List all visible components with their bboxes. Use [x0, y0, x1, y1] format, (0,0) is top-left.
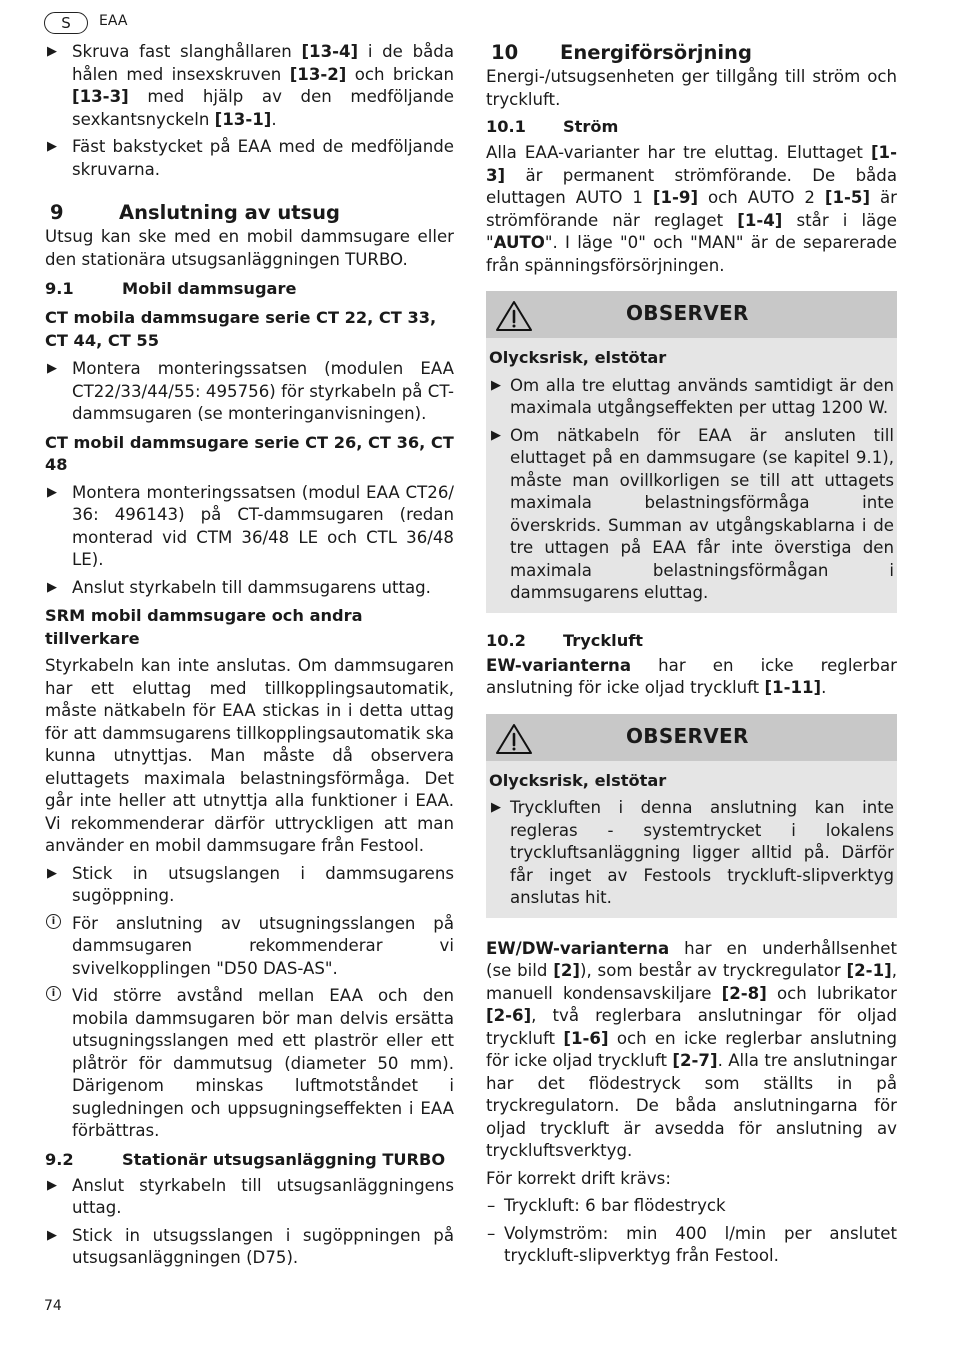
dash-bullet-icon: – — [487, 1223, 496, 1243]
info-note: i Vid större avstånd mellan EAA och den mobila dammsugaren bör man delvis ersätta utsugningsslangen med ett plaströr eller ett plåtrör för dammutsug (diameter 50 mm). Därigenom minskas luftmotståndet i sugledningen och uppsugningseffekten i EAA förbättras. — [45, 985, 454, 1143]
subsection-heading: 10.2 Tryckluft — [486, 630, 644, 650]
list-item: ▶ Om alla tre eluttag används samtidigt är den maximala utgångseffekten per uttag 1200 W. — [491, 375, 894, 417]
warning-triangle-icon — [495, 723, 533, 755]
subsection-heading: 9.1 Mobil dammsugare — [45, 279, 297, 298]
paragraph: Utsug kan ske med en mobil dammsugare eller den stationära utsugsanläggningen TURBO. — [45, 227, 454, 269]
warning-box — [486, 291, 897, 613]
arrow-bullet-icon: ▶ — [47, 865, 57, 881]
subsection-heading: 10.1 Ström — [486, 117, 619, 136]
subheading: CT mobil dammsugare serie CT 26, CT 36, CT 48 — [45, 432, 454, 474]
arrow-bullet-icon: ▶ — [47, 139, 57, 154]
arrow-bullet-icon: ▶ — [491, 427, 501, 443]
arrow-bullet-icon: ▶ — [47, 1227, 57, 1243]
warning-subheading: Olycksrisk, elstötar — [489, 770, 667, 790]
paragraph: Styrkabeln kan inte anslutas. Om dammsugaren har ett eluttag med tillkopplingsautomatik, måste nätkabeln för EAA stickas in i detta uttag för att dammsugarens tillkopplingsautomatik ska kunna utnyttjas. Man måste då observera eluttagets maximala belastningsförmåga. Det går inte heller att utnyttja alla funktioner i EAA. Vi rekommenderar därför uttryckligen att man använder en mobil dammsugare från Festool. — [45, 656, 454, 855]
section-heading: 10 Energiförsörjning — [491, 41, 752, 64]
paragraph: EW/DW-varianterna har en underhållsenhet (se bild [2]), som består av tryckregulator [2-1], manuell kondensavskiljare [2-8] och lubrikator [2-6], två reglerbara anslutningar för oljad tryckluft [1-6] och en icke reglerbar anslutning för icke oljad tryckluft [2-7]. Alla tre anslutningar har det flödestryck som ställts in på tryckregulatorn. De båda anslutningarna för oljad tryckluft är avsedda för anslutning av tryckluftsverktyg. — [486, 938, 898, 1160]
right-column — [486, 40, 897, 1268]
info-note: i För anslutning av utsugningsslangen på dammsugaren rekommenderar vi svivelkopplingen "D50 DAS-AS". — [45, 913, 454, 981]
arrow-bullet-icon: ▶ — [491, 377, 501, 393]
paragraph: Alla EAA-varianter har tre eluttag. Eluttaget [1-3] är permanent strömförande. De båda eluttagen AUTO 1 [1-9] och AUTO 2 [1-5] är strömförande när reglaget [1-4] står i läge "AUTO". I läge "0" och "MAN" är de separerade från spänningsförsörjningen. — [486, 143, 898, 275]
subsection-heading: 9.2 Stationär utsugsanläggning TURBO — [45, 1149, 446, 1169]
info-icon: i — [46, 986, 61, 1001]
list-item: ▶ Tryckluften i denna anslutning kan inte regleras - systemtrycket i lokalens tryckluftsanläggning ligger alltid på. Därför får inget av Festools tryckluft-slipverktyg anslutas hit. — [491, 798, 894, 907]
list-item: ▶ Fäst bakstycket på EAA med de medföljande skruvarna. — [47, 137, 454, 179]
language-badge: S — [44, 12, 88, 34]
list-item: ▶ Skruva fast slanghållaren [13-4] i de båda hålen med insexskruven [13-2] och brickan [13-3] med hjälp av den medföljande sexkantsnyckeln [13-1]. — [47, 42, 455, 129]
list-item: ▶ Stick in utsugsslangen i sugöppningen på utsugsanläggningen (D75). — [47, 1225, 454, 1267]
arrow-bullet-icon: ▶ — [47, 484, 57, 500]
list-item: ▶ Montera monteringssatsen (modulen EAA CT22/33/44/55: 495756) för styrkabeln på CT-dammsugaren (se monteringanvisningen). — [47, 359, 454, 423]
page-number: 74 — [44, 1298, 62, 1314]
left-column — [45, 40, 454, 1270]
section-heading: 9 Anslutning av utsug — [50, 201, 340, 224]
subheading: CT mobila dammsugare serie CT 22, CT 33, CT 44, CT 55 — [45, 308, 437, 350]
warning-label: OBSERVER — [626, 723, 749, 748]
paragraph: EW-varianterna har en icke reglerbar anslutning för icke oljad tryckluft [1-11]. — [486, 655, 897, 697]
warning-label: OBSERVER — [626, 301, 749, 325]
list-item: – Volymström: min 400 l/min per anslutet tryckluft-slipverktyg från Festool. — [487, 1223, 897, 1265]
list-item: ▶ Stick in utsugslangen i dammsugarens sugöppning. — [47, 863, 454, 905]
list-item: ▶ Anslut styrkabeln till utsugsanläggningens uttag. — [47, 1175, 454, 1217]
list-item: ▶ Anslut styrkabeln till dammsugarens uttag. — [45, 577, 454, 600]
dash-bullet-icon: – — [487, 1196, 496, 1215]
list-item: – Tryckluft: 6 bar flödestryck — [486, 1195, 897, 1218]
arrow-bullet-icon: ▶ — [47, 44, 57, 59]
paragraph: Energi-/utsugsenheten ger tillgång till ström och tryckluft. — [486, 67, 897, 109]
subheading: SRM mobil dammsugare och andra tillverkare — [45, 606, 363, 648]
warning-header — [486, 714, 897, 761]
arrow-bullet-icon: ▶ — [491, 800, 501, 815]
warning-triangle-icon — [495, 300, 533, 332]
list-item: ▶ Montera monteringssatsen (modul EAA CT26/ 36: 496143) på CT-dammsugaren (redan monterad vid CTM 36/48 LE och CTL 36/48 LE). — [47, 482, 454, 569]
warning-box — [486, 714, 897, 918]
arrow-bullet-icon: ▶ — [47, 361, 57, 376]
list-item: ▶ Om nätkabeln för EAA är ansluten till eluttaget på en dammsugare (se kapitel 9.1), måste man ovillkorligen se till att uttagets maximala belastningsförmåga inte överskrids. Summan av utgångskablarna i de tre uttagen på EAA får inte överstiga den maximala belastningsförmågan i dammsugarens eluttag. — [491, 425, 894, 602]
arrow-bullet-icon: ▶ — [47, 1177, 57, 1193]
arrow-bullet-icon: ▶ — [47, 579, 57, 595]
info-icon: i — [46, 914, 61, 929]
running-header: EAA — [99, 13, 128, 29]
paragraph: För korrekt drift krävs: — [486, 1168, 671, 1188]
warning-header — [486, 291, 897, 338]
warning-subheading: Olycksrisk, elstötar — [489, 348, 667, 367]
